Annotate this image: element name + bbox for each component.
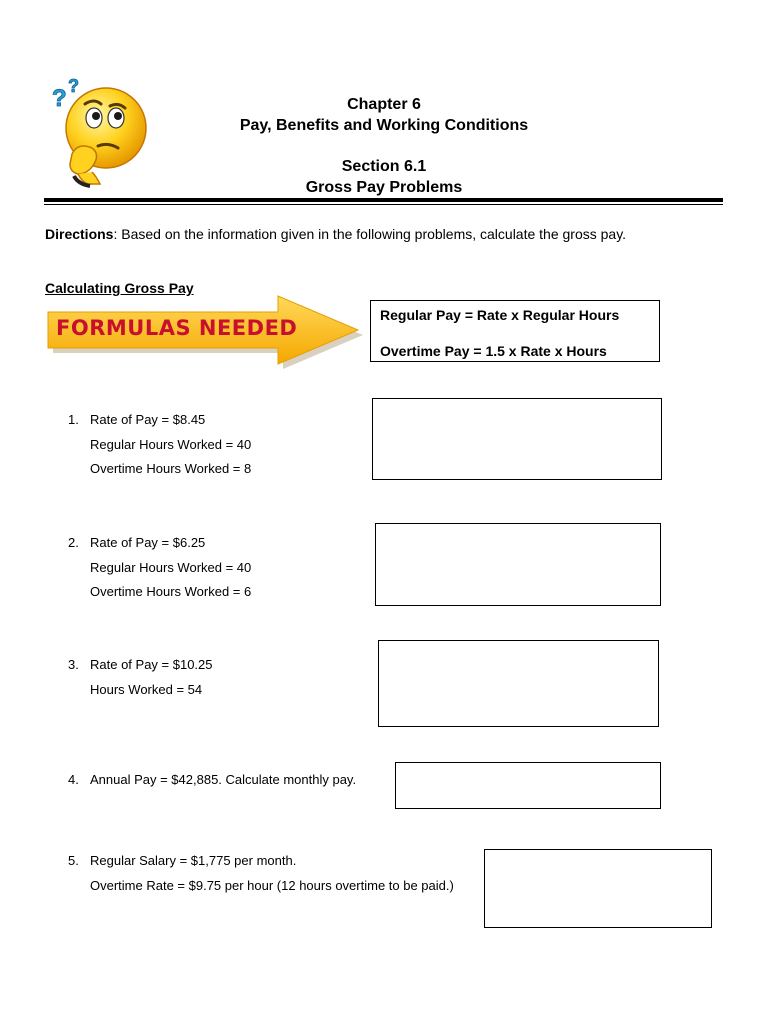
- svg-text:?: ?: [52, 85, 67, 112]
- problem-line: Rate of Pay = $8.45: [90, 412, 206, 427]
- section-title: Gross Pay Problems: [305, 179, 463, 196]
- problem-line: Regular Hours Worked = 40: [90, 559, 252, 575]
- section-heading: Calculating Gross Pay: [45, 280, 194, 296]
- header-divider-thick: [44, 198, 723, 202]
- chapter-number: Chapter 6: [347, 96, 421, 113]
- overtime-pay-formula: Overtime Pay = 1.5 x Rate x Hours: [380, 343, 607, 359]
- answer-box-2[interactable]: [375, 523, 661, 606]
- formulas-needed-label: FORMULAS NEEDED: [56, 316, 298, 340]
- regular-pay-formula: Regular Pay = Rate x Regular Hours: [380, 307, 620, 323]
- directions: [45, 226, 626, 242]
- problem-number: 4.: [68, 772, 79, 787]
- answer-box-3[interactable]: [378, 640, 659, 727]
- answer-box-5[interactable]: [484, 849, 712, 928]
- problem-number: 2.: [68, 535, 79, 550]
- problem-number: 1.: [68, 412, 79, 427]
- chapter-title: Pay, Benefits and Working Conditions: [239, 117, 529, 134]
- header-divider-thin: [44, 204, 723, 205]
- formula-box: [370, 300, 660, 362]
- svg-text:?: ?: [68, 76, 79, 96]
- problem-line: Overtime Hours Worked = 8: [90, 461, 252, 476]
- section-number: Section 6.1: [341, 158, 427, 175]
- problem-number: 3.: [68, 657, 79, 672]
- thinking-face-icon: [48, 76, 152, 188]
- problem-line: Regular Salary = $1,775 per month.: [90, 853, 297, 868]
- problem-line: Rate of Pay = $10.25: [90, 657, 213, 672]
- answer-box-1[interactable]: [372, 398, 662, 480]
- problem-line: Annual Pay = $42,885. Calculate monthly pay.: [90, 772, 357, 787]
- answer-box-4[interactable]: [395, 762, 661, 809]
- problem-line: Rate of Pay = $6.25: [90, 535, 206, 550]
- directions-text: : Based on the information given in the following problems, calculate the gross pay.: [113, 226, 627, 242]
- problem-line: Overtime Rate = $9.75 per hour (12 hours overtime to be paid.): [90, 877, 454, 893]
- problem-line: Overtime Hours Worked = 6: [90, 584, 252, 599]
- problem-number: 5.: [68, 853, 79, 868]
- directions-label: Directions: [45, 226, 114, 242]
- problem-line: Regular Hours Worked = 40: [90, 436, 252, 452]
- problem-line: Hours Worked = 54: [90, 681, 203, 697]
